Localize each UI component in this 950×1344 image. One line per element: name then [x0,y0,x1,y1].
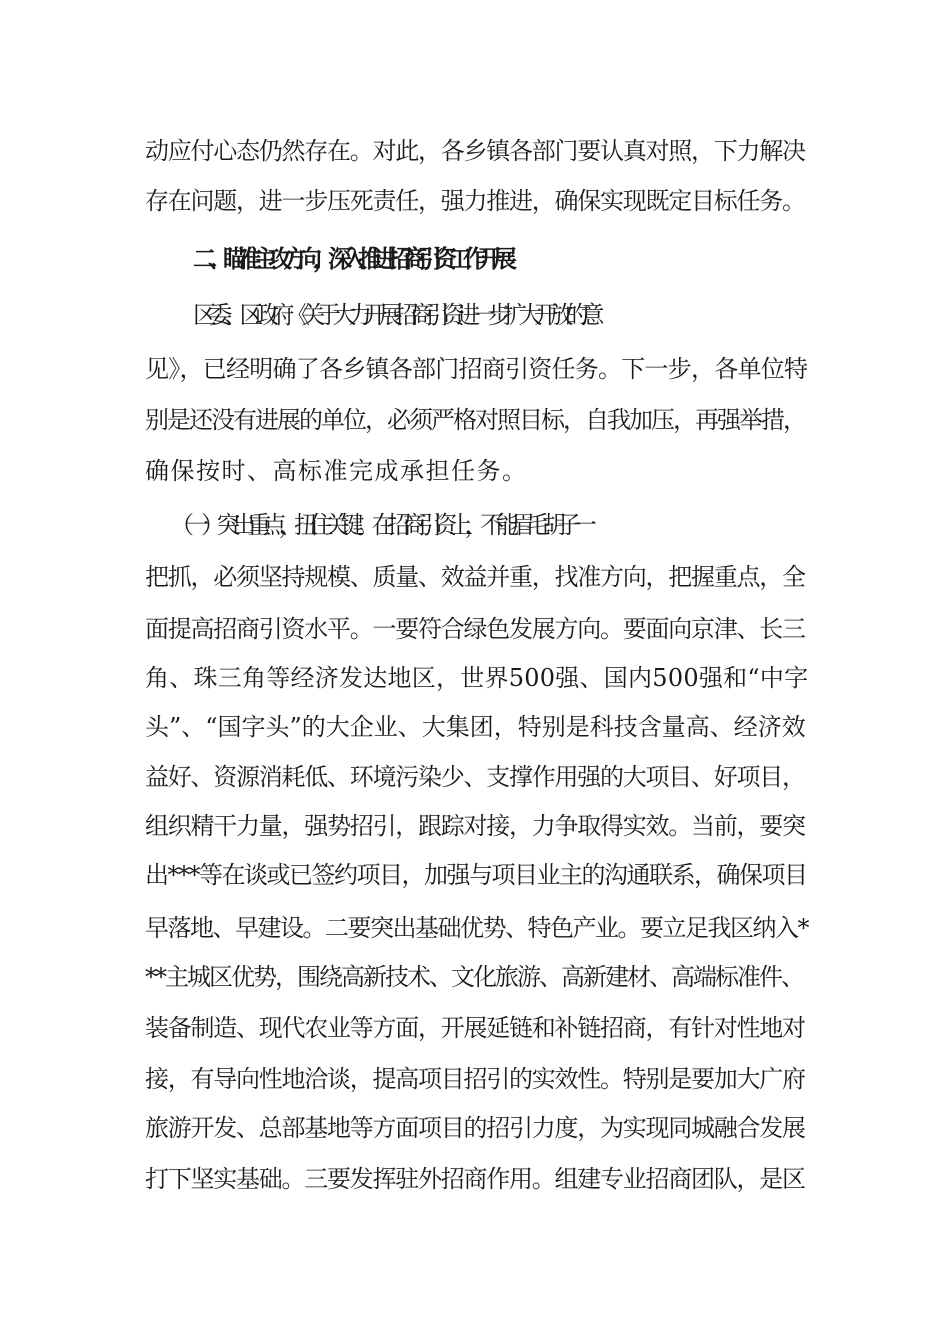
paragraph-line: 出***等在谈或已签约项目，加强与项目业主的沟通联系，确保项目 [145,861,807,889]
subsection-line: （一）突出重点，扭住关键。在招商引资上，不能眉毛胡子一 [170,511,589,539]
paragraph-line: 接，有导向性地洽谈，提高项目招引的实效性。特别是要加大广府 [145,1065,805,1093]
paragraph-line: **主城区优势，围绕高新技术、文化旅游、高新建材、高端标准件、 [145,963,803,991]
paragraph-line: 旅游开发、总部基地等方面项目的招引力度，为实现同城融合发展 [145,1114,805,1142]
paragraph-line: 存在问题，进一步压死责任，强力推进，确保实现既定目标任务。 [145,187,805,215]
paragraph-line: 别是还没有进展的单位，必须严格对照目标，自我加压，再强举措， [145,406,805,434]
paragraph-line: 动应付心态仍然存在。对此，各乡镇各部门要认真对照，下力解决 [145,137,805,165]
paragraph-line: 头”、“国字头”的大企业、大集团，特别是科技含量高、经济效 [145,713,806,741]
paragraph-line: 打下坚实基础。三要发挥驻外招商作用。组建专业招商团队，是区 [145,1165,805,1193]
paragraph-line: 益好、资源消耗低、环境污染少、支撑作用强的大项目、好项目， [145,763,805,791]
paragraph-line: 组织精干力量，强势招引，跟踪对接，力争取得实效。当前，要突 [145,812,805,840]
paragraph-line: 见》，已经明确了各乡镇各部门招商引资任务。下一步，各单位特 [145,355,808,383]
paragraph-line: 早落地、早建设。二要突出基础优势、特色产业。要立足我区纳入* [145,914,808,942]
paragraph-line: 区委、区政府《关于大力开展招商引资进一步扩大开放的意 [193,301,596,329]
section-heading: 二、瞄准主攻方向，深入推进招商引资工作开展 [193,245,508,273]
paragraph-line: 把抓，必须坚持规模、质量、效益并重，找准方向，把握重点，全 [145,563,805,591]
paragraph-line: 面提高招商引资水平。一要符合绿色发展方向。要面向京津、长三 [145,615,805,643]
paragraph-line: 角、珠三角等经济发达地区，世界500强、国内500强和“中字 [145,664,809,692]
paragraph-line: 装备制造、现代农业等方面，开展延链和补链招商，有针对性地对 [145,1014,805,1042]
paragraph-line: 确保按时、高标准完成承担任务。 [145,457,528,485]
